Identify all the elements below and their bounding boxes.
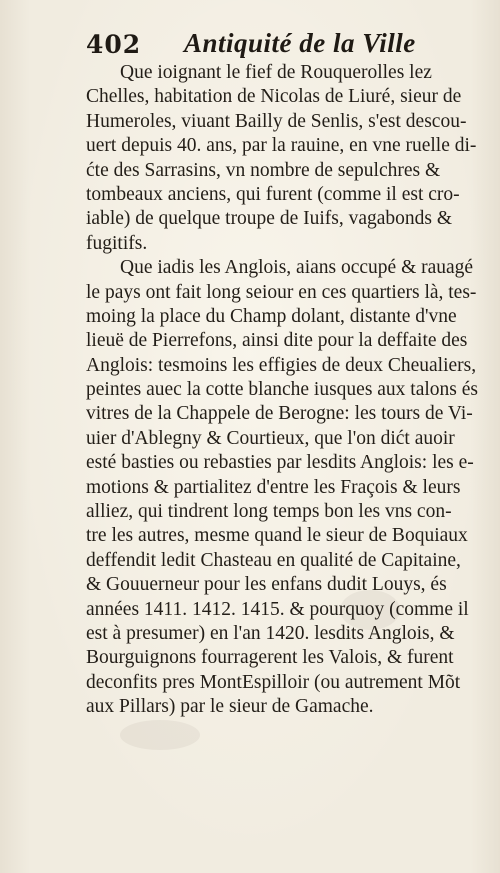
text-line: uier d'Ablegny & Courtieux, que l'on dićt auoir	[86, 427, 455, 449]
text-line: ćte des Sarrasins, vn nombre de sepulchres &	[86, 159, 441, 181]
page-header	[86, 24, 476, 64]
text-line: Chelles, habitation de Nicolas de Liuré, sieur de	[86, 86, 462, 108]
text-line: Que iadis les Anglois, aians occupé & rauagé	[120, 257, 474, 279]
text-line: esté basties ou rebasties par lesdits Anglois: les e-	[86, 452, 474, 474]
text-line: moing la place du Champ dolant, distante d'vne	[86, 305, 457, 327]
text-line: motions & partialitez d'entre les Fraçois & leurs	[86, 476, 461, 498]
text-line: peintes auec la cotte blanche iusques aux talons és	[86, 379, 478, 401]
text-line: est à presumer) en l'an 1420. lesdits Anglois, &	[86, 622, 455, 644]
body-text	[86, 61, 478, 720]
text-line: le pays ont fait long seiour en ces quartiers là, tes-	[86, 281, 477, 303]
text-line: tombeaux anciens, qui furent (comme il est cro-	[86, 183, 460, 205]
text-line: années 1411. 1412. 1415. & pourquoy (comme il	[86, 598, 469, 620]
text-line: deconfits pres MontEspilloir (ou autrement Mõt	[86, 671, 461, 693]
text-line: fugitifs.	[86, 232, 148, 254]
running-title: Antiquité de la Ville	[184, 28, 416, 58]
text-line: & Gouuerneur pour les enfans dudit Louys, és	[86, 574, 447, 596]
paper-stain	[120, 720, 200, 750]
text-line: deffendit ledit Chasteau en qualité de Capitaine,	[86, 549, 461, 571]
text-line: Humeroles, viuant Bailly de Senlis, s'est descou-	[86, 110, 467, 132]
text-line: tre les autres, mesme quand le sieur de Boquiaux	[86, 525, 468, 547]
page-number: 402	[86, 30, 142, 59]
text-line: uert depuis 40. ans, par la rauine, en vne ruelle di-	[86, 135, 477, 157]
text-line: iable) de quelque troupe de Iuifs, vagabonds &	[86, 208, 453, 230]
text-line: alliez, qui tindrent long temps bon les vns con-	[86, 501, 452, 523]
text-line: Bourguignons fourragerent les Valois, & furent	[86, 647, 454, 669]
text-line: Que ioignant le fief de Rouquerolles lez	[120, 62, 432, 83]
text-line: vitres de la Chappele de Berogne: les tours de Vi-	[86, 403, 473, 425]
text-line: aux Pillars) par le sieur de Gamache.	[86, 696, 374, 718]
text-line: lieuë de Pierrefons, ainsi dite pour la deffaite des	[86, 330, 468, 352]
text-line: Anglois: tesmoins les effigies de deux Cheualiers,	[86, 354, 477, 376]
